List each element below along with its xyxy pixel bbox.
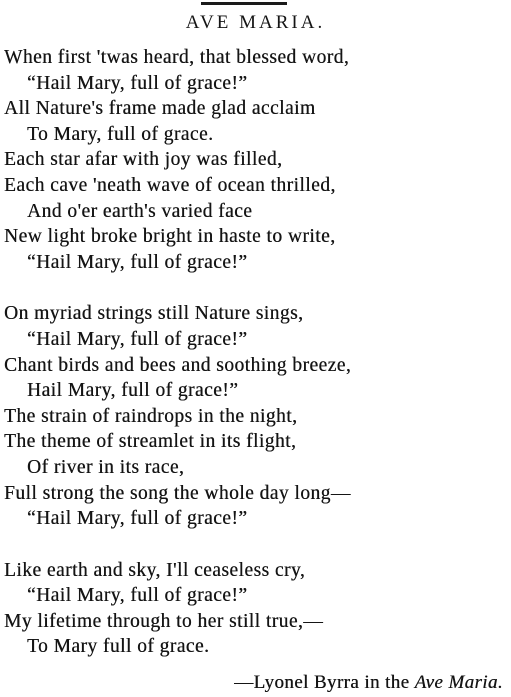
title-rule [201, 2, 287, 5]
poem-line: On myriad strings still Nature sings, [4, 303, 304, 325]
poem-line: The theme of streamlet in its flight, [4, 431, 297, 453]
attribution-source: Ave Maria. [414, 672, 503, 693]
poem-line: To Mary full of grace. [27, 636, 210, 658]
poem-attribution [234, 670, 503, 695]
poem-line: To Mary, full of grace. [27, 123, 214, 145]
poem-line: All Nature's frame made glad acclaim [4, 98, 316, 120]
poem-line: Like earth and sky, I'll ceaseless cry, [4, 559, 306, 581]
poem-title: AVE MARIA. [185, 12, 326, 33]
poem-line: “Hail Mary, full of grace!” [27, 585, 248, 607]
poem-line: My lifetime through to her still true,— [4, 610, 324, 632]
stanza-1 [4, 45, 509, 275]
poem-line: The strain of raindrops in the night, [4, 405, 298, 427]
poem-line: New light broke bright in haste to write, [4, 226, 336, 248]
poem-line: Full strong the song the whole day long— [4, 482, 351, 504]
poem-line: Each star afar with joy was filled, [4, 149, 283, 171]
poem-line: “Hail Mary, full of grace!” [27, 251, 248, 273]
attribution-author: —Lyonel Byrra in the [234, 672, 415, 693]
poem-line: Chant birds and bees and soothing breeze, [4, 354, 352, 376]
poem-line: Hail Mary, full of grace!” [27, 380, 239, 402]
poem-line: Each cave 'neath wave of ocean thrilled, [4, 174, 336, 196]
poem-line: “Hail Mary, full of grace!” [27, 508, 248, 530]
poem-line: Of river in its race, [27, 456, 185, 478]
poem-body [4, 45, 509, 686]
poem-line: When first 'twas heard, that blessed word, [4, 47, 350, 68]
poem-line: “Hail Mary, full of grace!” [27, 328, 248, 350]
stanza-2 [4, 301, 509, 531]
stanza-3 [4, 558, 509, 660]
poem-line: And o'er earth's varied face [27, 200, 253, 222]
poem-line: “Hail Mary, full of grace!” [27, 72, 248, 94]
